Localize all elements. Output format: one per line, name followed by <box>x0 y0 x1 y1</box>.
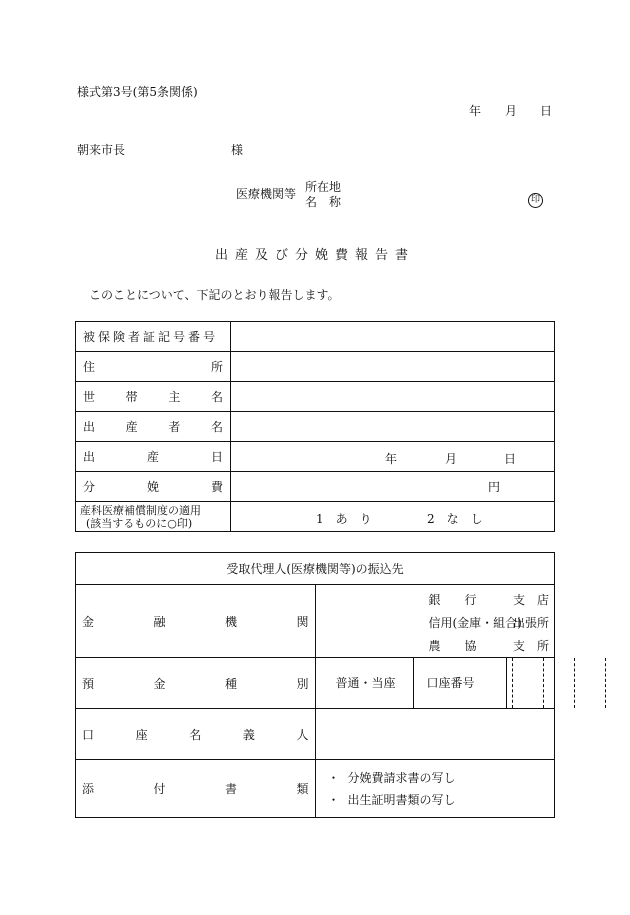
label-char: 機 <box>224 614 237 629</box>
table-row <box>76 553 555 585</box>
label-char: 関 <box>296 614 309 629</box>
birth-date-field[interactable] <box>231 442 555 472</box>
label-char: 人 <box>296 727 309 742</box>
label-char: 出 <box>83 420 96 434</box>
seal-mark: 印 <box>528 193 543 208</box>
addressee: 朝来市長 <box>77 143 126 157</box>
bank-field[interactable] <box>315 585 555 658</box>
compensation-label <box>76 502 231 532</box>
table-row <box>76 760 555 818</box>
option-no[interactable]: 2 な し <box>427 511 483 526</box>
compensation-label-line1: 産科医療補償制度の適用 <box>80 503 201 517</box>
address-field[interactable] <box>231 352 555 382</box>
bullet: ・ <box>327 792 340 807</box>
table-row <box>76 412 555 442</box>
table-row <box>76 442 555 472</box>
transfer-table <box>75 552 555 818</box>
compensation-label-line2: (該当するものに○印) <box>86 516 193 530</box>
label-char: 帯 <box>125 390 138 404</box>
label-char: 融 <box>153 614 166 629</box>
divider <box>413 658 414 708</box>
account-holder-field[interactable] <box>315 709 555 760</box>
attachment-text: 出生証明書類の写し <box>347 792 456 807</box>
intro-text: このことについて、下記のとおり報告します。 <box>89 288 340 302</box>
option-yes[interactable]: 1 あ り <box>316 511 372 526</box>
label-char: 名 <box>189 727 202 742</box>
label-char: 類 <box>296 782 309 796</box>
label-char: 種 <box>224 676 237 691</box>
location-label: 所在地 <box>305 180 342 194</box>
attachment-text: 分娩費請求書の写し <box>347 770 456 785</box>
label-char: 金 <box>82 614 95 629</box>
label-char: 者 <box>168 420 181 434</box>
table-row <box>76 585 555 658</box>
account-number-label: 口座番号 <box>426 676 475 690</box>
account-holder-label <box>76 709 316 760</box>
digit-divider <box>543 658 544 708</box>
householder-label <box>76 382 231 412</box>
digit-divider <box>605 658 606 708</box>
label-char: 娩 <box>146 480 159 494</box>
digit-divider <box>512 658 513 708</box>
day-label: 日 <box>504 451 517 466</box>
label-char: 日 <box>210 450 223 464</box>
bank-label <box>76 585 316 658</box>
label-char: 書 <box>224 782 237 796</box>
yen-unit: 円 <box>487 480 500 494</box>
insured-number-label-text: 被保険者証記号番号 <box>83 330 219 344</box>
attachments-label <box>76 760 316 818</box>
label-char: 名 <box>210 390 223 404</box>
insured-number-label <box>76 322 231 352</box>
label-char: 出 <box>83 450 96 464</box>
attachments-list <box>315 760 555 818</box>
table-row <box>76 709 555 760</box>
list-item <box>328 767 555 789</box>
label-char: 添 <box>82 782 95 796</box>
label-char: 住 <box>83 360 96 374</box>
form-number: 様式第3号(第5条関係) <box>77 85 198 99</box>
bank-type-2: 信用(金庫・組合) <box>428 616 522 630</box>
label-char: 分 <box>83 480 96 494</box>
table-row <box>76 472 555 502</box>
report-table <box>75 321 555 532</box>
date-year-label: 年 <box>469 104 482 118</box>
label-char: 金 <box>153 676 166 691</box>
date-month-label: 月 <box>505 104 518 118</box>
institution-label: 医療機関等 <box>236 187 297 201</box>
branch-type-1: 支 店 <box>512 593 549 607</box>
table-row <box>76 382 555 412</box>
month-label: 月 <box>445 451 458 466</box>
date-day-label: 日 <box>540 104 553 118</box>
honorific: 様 <box>231 143 244 157</box>
table-row <box>76 658 555 709</box>
delivery-fee-field[interactable] <box>231 472 555 502</box>
deposit-type-value[interactable]: 普通・当座 <box>335 676 396 690</box>
label-char: 産 <box>146 450 159 464</box>
label-char: 預 <box>82 676 95 691</box>
label-char: 世 <box>83 390 96 404</box>
table-row <box>76 352 555 382</box>
bank-type-3: 農 協 <box>428 639 477 653</box>
label-char: 所 <box>210 360 223 374</box>
transfer-heading: 受取代理人(医療機関等)の振込先 <box>76 553 555 585</box>
list-item <box>328 789 555 811</box>
mother-name-field[interactable] <box>231 412 555 442</box>
label-char: 口 <box>82 727 95 742</box>
document-title: 出産及び分娩費報告書 <box>214 248 415 263</box>
delivery-fee-label <box>76 472 231 502</box>
name-label: 名 称 <box>305 195 342 209</box>
table-row <box>76 502 555 532</box>
year-label: 年 <box>385 451 398 466</box>
branch-type-3: 支 所 <box>512 639 549 653</box>
label-char: 付 <box>153 782 166 796</box>
label-char: 産 <box>125 420 138 434</box>
insured-number-field[interactable] <box>231 322 555 352</box>
branch-type-2: 出張所 <box>512 616 549 630</box>
compensation-options <box>231 502 555 532</box>
digit-divider <box>574 658 575 708</box>
label-char: 別 <box>296 676 309 691</box>
mother-name-label <box>76 412 231 442</box>
label-char: 費 <box>210 480 223 494</box>
bullet: ・ <box>327 770 340 785</box>
deposit-type-field <box>315 658 555 709</box>
divider <box>506 658 507 708</box>
label-char: 名 <box>210 420 223 434</box>
householder-field[interactable] <box>231 382 555 412</box>
label-char: 義 <box>242 727 255 742</box>
label-char: 主 <box>168 390 181 404</box>
bank-type-1: 銀 行 <box>428 593 477 607</box>
table-row <box>76 322 555 352</box>
label-char: 座 <box>135 727 148 742</box>
birth-date-label <box>76 442 231 472</box>
address-label <box>76 352 231 382</box>
deposit-type-label <box>76 658 316 709</box>
